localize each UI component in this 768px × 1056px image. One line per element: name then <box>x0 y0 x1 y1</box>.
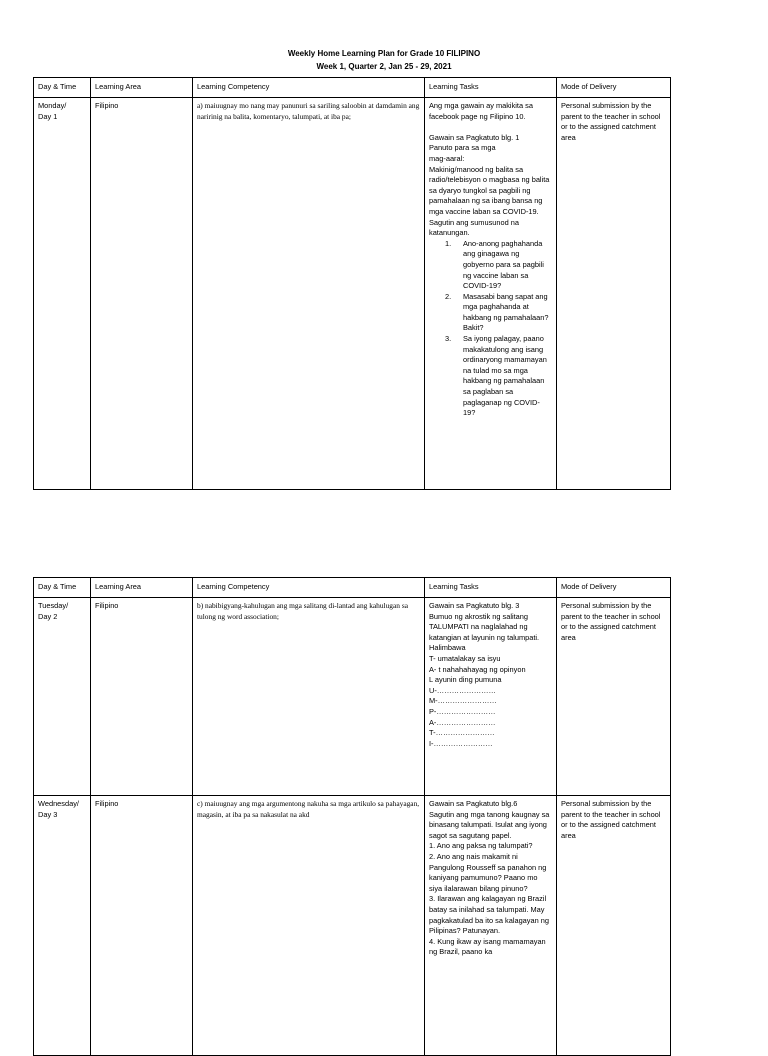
plan-table-2 <box>33 577 671 1056</box>
day-cell: Tuesday/ Day 2 <box>34 598 91 796</box>
tasks-cell <box>425 98 557 490</box>
competency-cell: a) maiuugnay mo nang may panunuri sa sariling saloobin at damdamin ang naririnig na balita, komentaryo, talumpati, at iba pa; <box>193 98 425 490</box>
delivery-cell: Personal submission by the parent to the teacher in school or to the assigned catchment area <box>557 598 671 796</box>
day-cell: Monday/ Day 1 <box>34 98 91 490</box>
list-item: 3. Sa iyong palagay, paano makakatulong ang isang ordinaryong mamamayan na tulad mo sa mga hakbang ng pamahalaan sa paglaban sa paglaganap ng COVID-19? <box>445 334 547 418</box>
delivery-cell: Personal submission by the parent to the teacher in school or to the assigned catchment area <box>557 98 671 490</box>
col-header-learning-area: Learning Area <box>91 578 193 598</box>
area-cell: Filipino <box>91 98 193 490</box>
table-row <box>34 98 671 490</box>
col-header-learning-tasks: Learning Tasks <box>425 578 557 598</box>
competency-cell: c) maiuugnay ang mga argumentong nakuha sa mga artikulo sa pahayagan, magasin, at iba pa sa nakasulat na akd <box>193 796 425 1056</box>
delivery-cell: Personal submission by the parent to the teacher in school or to the assigned catchment area <box>557 796 671 1056</box>
col-header-learning-area: Learning Area <box>91 78 193 98</box>
tasks-intro: Ang mga gawain ay makikita sa facebook page ng Filipino 10. Gawain sa Pagkatuto blg. 1 Panuto para sa mga mag-aaral: Makinig/manood ng balita sa radio/telebisyon o magbasa ng balita sa dyaryo tungkol sa pagbili ng pamahalaan ng sa ibang bansa ng mga vaccine laban sa COVID-19. Sagutin ang sumusunod na katanungan. <box>429 101 550 238</box>
day-cell: Wednesday/ Day 3 <box>34 796 91 1056</box>
table-row <box>34 598 671 796</box>
col-header-learning-tasks: Learning Tasks <box>425 78 557 98</box>
table-header-row <box>34 578 671 598</box>
col-header-mode-of-delivery: Mode of Delivery <box>557 78 671 98</box>
list-item: 1. Ano-anong paghahanda ang ginagawa ng gobyerno para sa pagbili ng vaccine laban sa COVID-19? <box>445 238 544 291</box>
col-header-day-time: Day & Time <box>34 78 91 98</box>
question-list <box>429 239 552 419</box>
document-subtitle: Week 1, Quarter 2, Jan 25 - 29, 2021 <box>316 62 452 71</box>
area-cell: Filipino <box>91 796 193 1056</box>
table-header-row <box>34 78 671 98</box>
area-cell: Filipino <box>91 598 193 796</box>
plan-table-1 <box>33 77 671 490</box>
col-header-day-time: Day & Time <box>34 578 91 598</box>
competency-cell: b) nabibigyang-kahulugan ang mga salitang di-lantad ang kahulugan sa tulong ng word association; <box>193 598 425 796</box>
tasks-cell: Gawain sa Pagkatuto blg.6 Sagutin ang mga tanong kaugnay sa binasang talumpati. Isulat ang iyong sagot sa sagutang papel. 1. Ano ang paksa ng talumpati? 2. Ano ang nais makamit ni Pangulong Rousseff sa panahon ng kaniyang pamumuno? Paano mo siya ilalarawan bilang pinuno? 3. Ilarawan ang kalagayan ng Brazil batay sa inilahad sa talumpati. May pagkakatulad ba ito sa kalagayan ng Pilipinas? Patunayan. 4. Kung ikaw ay isang mamamayan ng Brazil, paano ka <box>425 796 557 1056</box>
document-title: Weekly Home Learning Plan for Grade 10 FILIPINO <box>287 49 481 58</box>
col-header-learning-competency: Learning Competency <box>193 78 425 98</box>
tasks-cell: Gawain sa Pagkatuto blg. 3 Bumuo ng akrostik ng salitang TALUMPATI na naglalahad ng katangian at layunin ng talumpati. Halimbawa T- umatalakay sa isyu A- t nahahahayag ng opinyon L ayunin ding pumuna U-…………………… M-…………………… P-…………………… A-…………………… T-…………………… I-…………………… <box>425 598 557 796</box>
col-header-learning-competency: Learning Competency <box>193 578 425 598</box>
list-item: 2. Masasabi bang sapat ang mga paghahanda at hakbang ng pamahalaan? Bakit? <box>445 291 549 333</box>
table-row <box>34 796 671 1056</box>
col-header-mode-of-delivery: Mode of Delivery <box>557 578 671 598</box>
